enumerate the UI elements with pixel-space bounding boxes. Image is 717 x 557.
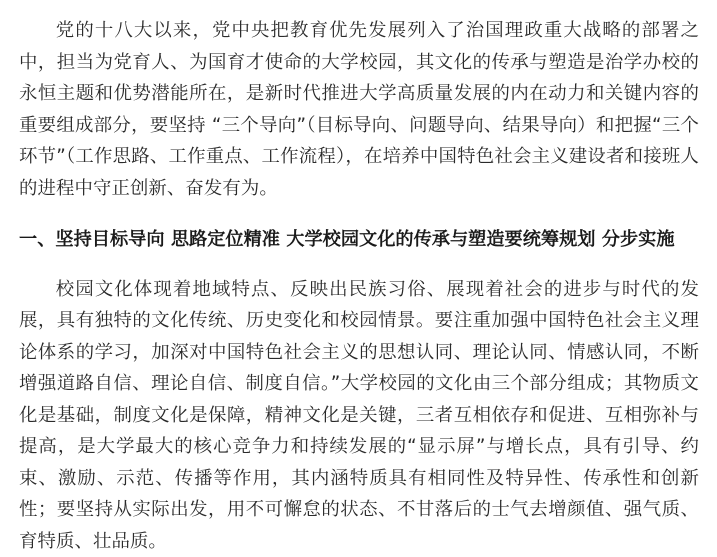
body-paragraph: 校园文化体现着地域特点、反映出民族习俗、展现着社会的进步与时代的发展，具有独特的文化传统、历史变化和校园情景。要注重加强中国特色社会主义理论体系的学习，加深对中国特色社会主义的思想认同、理论认同、情感认同，不断增强道路自信、理论自信、制度自信。”大学校园的文化由三个部分组成；其物质文化是基础，制度文化是保障，精神文化是关键，三者互相依存和促进、互相弥补与提高，是大学最大的核心竞争力和持续发展的“显示屏”与增长点，具有引导、约束、激励、示范、传播等作用，其内涵特质具有相同性及特异性、传承性和创新性；要坚持从实际出发，用不可懈怠的状态、不甘落后的士气去增颜值、强气质、育特质、壮品质。 [19,274,699,557]
article-body [19,0,699,557]
section-heading: 一、坚持目标导向 思路定位精准 大学校园文化的传承与塑造要统筹规划 分步实施 [19,204,699,274]
intro-paragraph: 党的十八大以来，党中央把教育优先发展列入了治国理政重大战略的部署之中，担当为党育人、为国育才使命的大学校园，其文化的传承与塑造是治学办校的永恒主题和优势潜能所在，是新时代推进大学高质量发展的内在动力和关键内容的重要组成部分，要坚持 “三个导向”（目标导向、问题导向、结果导向）和把握“三个环节”（工作思路、工作重点、工作流程），在培养中国特色社会主义建设者和接班人的进程中守正创新、奋发有为。 [19,0,699,204]
